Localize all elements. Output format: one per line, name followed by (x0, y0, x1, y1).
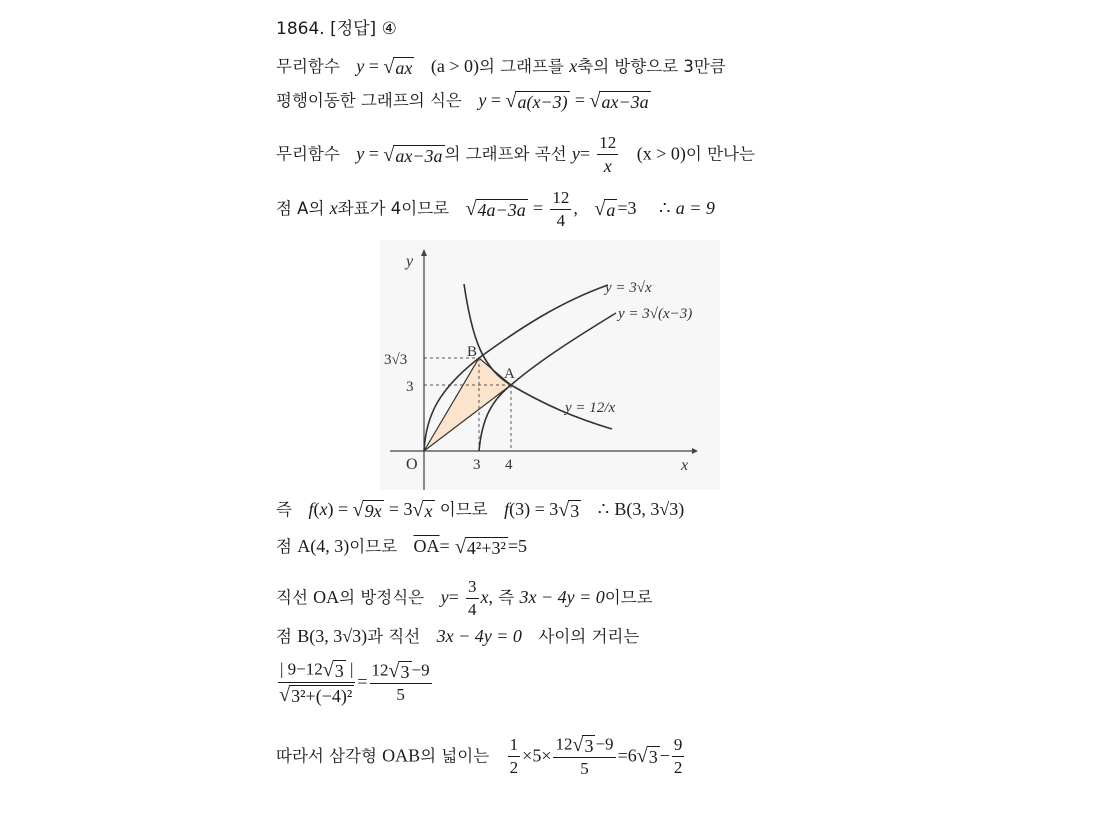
fraction-12-over-4: $\frac{12}{4}$ (552, 188, 570, 230)
line5-text: 즉 (276, 500, 292, 519)
sqrt-a-x-minus-3: √ a(x−3) (505, 90, 568, 113)
line10-text: 따라서 삼각형 (276, 746, 377, 766)
line7-text-3: 즉 (498, 588, 515, 608)
point-A-coordinates: A(4, 3) (297, 536, 350, 556)
line1-text-3: 축의 방향으로 3만큼 (577, 57, 726, 76)
text-line-8 (276, 627, 639, 646)
line6-text-2: 이므로 (349, 537, 398, 556)
math-x-2: x (329, 198, 338, 219)
math-y: y (356, 56, 365, 76)
text-line-5: 즉 f(x) = √ 9x = 3 √ x 이므로 f(3) = 3 √ 3 ∴ B(3, 3√3) (276, 499, 685, 522)
fraction-distance-result: 12 √ 3 −9 5 (371, 660, 430, 704)
problem-header (276, 21, 397, 38)
line8-text: 점 (276, 627, 292, 646)
label-origin: O (406, 456, 418, 473)
tick-4: 4 (505, 457, 513, 473)
line-equation: 3x − 4y = 0 (519, 587, 605, 608)
point-B-label: B (467, 344, 478, 360)
fraction-9-over-2: $\frac{9}{2}$ (673, 735, 683, 777)
sqrt-9x: √ 9x (352, 499, 382, 522)
line6-text: 점 (276, 537, 292, 556)
sqrt-a: √ a (594, 198, 616, 221)
line3-text: 무리함수 (276, 144, 340, 164)
problem-number: 1864. (276, 19, 325, 39)
answer-value: ④ (381, 19, 397, 39)
line-equation-2: 3x − 4y = 0 (436, 626, 522, 646)
segment-OA-2: OA (313, 587, 340, 608)
point-B-result: B(3, 3√3) (614, 499, 685, 519)
result-a-equals-9: a = 9 (675, 198, 715, 219)
triangle-name: OAB (382, 745, 421, 766)
text-line-10: 따라서 삼각형 OAB의 넓이는 $\frac{1}{2}$ ×5× 12 √ 3 −9 5 =6 √ 3 − $\frac{9}{2}$ (276, 734, 683, 778)
sqrt-ax-minus-3a: √ ax−3a (589, 90, 649, 113)
line1-text-2: 의 그래프를 (479, 57, 564, 76)
line4-text-2: 좌표가 4이므로 (337, 199, 450, 219)
line7-text-4: 이므로 (604, 588, 653, 608)
label-3: 3 (406, 379, 414, 395)
fraction-12-over-x: $\frac{12}{x}$ (599, 133, 617, 176)
fraction-3-over-4: $\frac{3}{4}$ (468, 577, 477, 619)
function-graph (380, 240, 720, 490)
curve1-label: y = 3√x (605, 280, 652, 296)
tick-3: 3 (473, 457, 481, 473)
fraction-distance: | 9−12 √ 3 | √ 3²+(−4)² (279, 659, 354, 706)
distance-formula: | 9−12 √ 3 | √ 3²+(−4)² = 12 √ 3 −9 5 (279, 659, 430, 706)
line7-text: 직선 (276, 588, 308, 608)
point-A-label: A (504, 366, 515, 382)
text-line-6: 점 A(4, 3)이므로 $\overline{OA}=$ √ 4²+3² =5 (276, 536, 528, 559)
line1-text: 무리함수 (276, 57, 340, 76)
curve2-label: y = 3√(x−3) (618, 306, 693, 322)
therefore-symbol-2: ∴ (597, 499, 610, 519)
line3-text-2: 의 그래프와 곡선 (444, 144, 567, 164)
sqrt-4a-minus-3a: √ 4a−3a (465, 198, 526, 221)
sqrt-x: √ x (412, 499, 433, 522)
therefore-symbol: ∴ (659, 198, 671, 219)
sqrt-ax-minus-3a-2: √ ax−3a (383, 143, 443, 166)
curve3-label: y = 12/x (565, 400, 616, 416)
answer-tag: [정답] (330, 19, 377, 39)
line4-text: 점 A의 (276, 199, 325, 219)
line8-text-3: 사이의 거리는 (538, 627, 640, 646)
condition-a-positive: (a > 0) (430, 56, 480, 76)
sqrt-3-final: √ 3 (636, 745, 658, 768)
line3-text-3: 이 만나는 (685, 144, 755, 164)
label-axis-y: y (406, 253, 414, 270)
text-line-1: 무리함수 y = √ ax (a > 0)의 그래프를 x축의 방향으로 3만큼 (276, 56, 726, 79)
text-line-4: 점 A의 x좌표가 4이므로 √ 4a−3a = $\frac{12}{4}$ , √ a =3 ∴ a = 9 (276, 188, 715, 230)
line7-text-2: 의 방정식은 (339, 588, 425, 608)
fraction-1-over-2: $\frac{1}{2}$ (509, 735, 519, 777)
graph-background (380, 240, 720, 490)
sqrt-3: √ 3 (558, 499, 580, 522)
point-B-coordinates: B(3, 3√3) (297, 626, 368, 646)
condition-x-positive: (x > 0) (636, 143, 686, 164)
text-line-2: 평행이동한 그래프의 식은 y = √ a(x−3) = √ ax−3a (276, 90, 649, 113)
text-line-3: 무리함수 y = √ ax−3a 의 그래프와 곡선 y= $\frac{12}{x}$ (x > 0)이 만나는 (276, 133, 755, 176)
label-3sqrt3: 3√3 (384, 352, 408, 368)
label-axis-x: x (681, 457, 689, 474)
line5-text-2: 이므로 (439, 500, 488, 519)
fraction-area-term: 12 √ 3 −9 5 (555, 734, 614, 778)
math-x: x (569, 56, 578, 76)
sqrt-ax: √ ax (383, 56, 413, 79)
text-line-7: 직선 OA의 방정식은 y= $\frac{3}{4}$ x, 즉 3x − 4y = 0이므로 (276, 577, 653, 619)
line8-text-2: 과 직선 (367, 627, 421, 646)
line10-text-2: 의 넓이는 (420, 746, 490, 766)
line2-text: 평행이동한 그래프의 식은 (276, 91, 462, 110)
segment-OA: $\overline{OA}$ (413, 536, 440, 556)
sqrt-4sq-plus-3sq: √ 4²+3² (454, 536, 506, 559)
